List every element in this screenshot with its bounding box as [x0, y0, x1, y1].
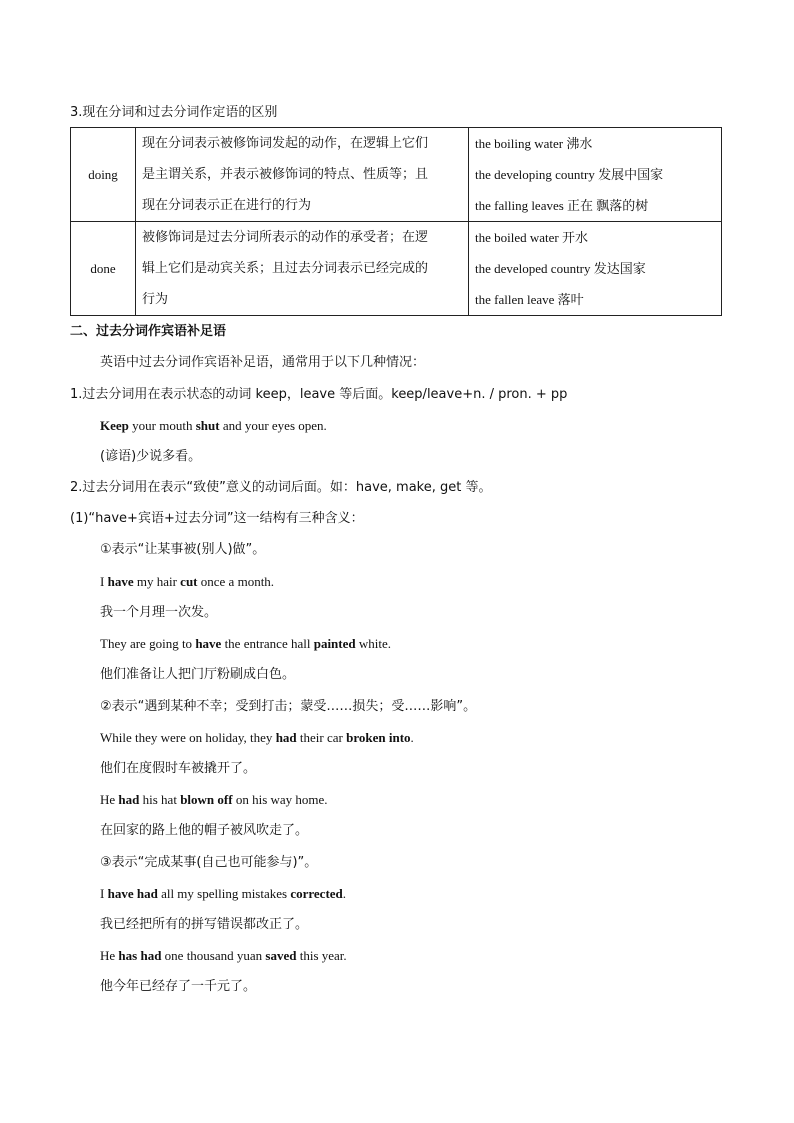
section-2-heading: 二、过去分词作宾语补足语: [70, 324, 227, 339]
sub-point-1: (1)“have+宾语+过去分词”这一结构有三种含义：: [70, 511, 364, 526]
description-line: 现在分词表示被修饰词发起的动作，在逻辑上它们: [142, 136, 429, 151]
description-cell: [136, 222, 469, 316]
point-1: 1.过去分词用在表示状态的动词 keep，leave 等后面。keep/leave+n. / pron. + pp: [70, 387, 568, 402]
description-line: 是主谓关系，并表示被修饰词的特点、性质等；且: [142, 167, 429, 182]
example-translation: 在回家的路上他的帽子被风吹走了。: [100, 823, 309, 838]
description-line: 行为: [142, 292, 169, 307]
example-line: the falling leaves 正在 飘落的树: [475, 198, 649, 213]
example-sentence: He had his hat blown off on his way home.: [100, 792, 328, 807]
examples-cell: [469, 222, 722, 316]
type-cell: done: [71, 222, 136, 316]
description-line: 辑上它们是动宾关系；且过去分词表示已经完成的: [142, 261, 429, 276]
example-line: the boiling water 沸水: [475, 136, 593, 151]
meaning-1: ①表示“让某事被(别人)做”。: [100, 542, 266, 557]
description-line: 现在分词表示正在进行的行为: [142, 198, 312, 213]
example-line: the developed country 发达国家: [475, 261, 646, 276]
participle-comparison-table: [70, 127, 722, 316]
example-translation: 他们在度假时车被撬开了。: [100, 761, 257, 776]
example-sentence: They are going to have the entrance hall painted white.: [100, 636, 392, 651]
description-line: 被修饰词是过去分词所表示的动作的承受者；在逻: [142, 230, 429, 245]
example-line: the developing country 发展中国家: [475, 167, 664, 182]
example-sentence: He has had one thousand yuan saved this year.: [100, 948, 347, 963]
meaning-3: ③表示“完成某事(自己也可能参与)”。: [100, 855, 318, 870]
meaning-2: ②表示“遇到某种不幸；受到打击；蒙受……损失；受……影响”。: [100, 699, 477, 714]
example-sentence: I have my hair cut once a month.: [100, 574, 275, 589]
example-translation: 他们准备让人把门厅粉刷成白色。: [100, 667, 296, 682]
description-cell: [136, 128, 469, 222]
example-sentence: Keep your mouth shut and your eyes open.: [100, 418, 327, 433]
type-cell: doing: [71, 128, 136, 222]
table-row: [71, 128, 722, 222]
intro-paragraph: 英语中过去分词作宾语补足语，通常用于以下几种情况：: [100, 355, 426, 370]
example-translation: 他今年已经存了一千元了。: [100, 979, 257, 994]
point-2: 2.过去分词用在表示“致使”意义的动词后面。如：have, make, get 等。: [70, 480, 492, 495]
example-translation: 我一个月理一次发。: [100, 605, 218, 620]
example-line: the boiled water 开水: [475, 230, 588, 245]
example-sentence: While they were on holiday, they had their car broken into.: [100, 730, 414, 745]
example-sentence: I have had all my spelling mistakes corrected.: [100, 886, 347, 901]
example-translation: (谚语)少说多看。: [100, 449, 202, 464]
examples-cell: [469, 128, 722, 222]
example-line: the fallen leave 落叶: [475, 292, 584, 307]
table-row: [71, 222, 722, 316]
section-3-title: 3.现在分词和过去分词作定语的区别: [70, 105, 278, 120]
example-translation: 我已经把所有的拼写错误都改正了。: [100, 917, 309, 932]
